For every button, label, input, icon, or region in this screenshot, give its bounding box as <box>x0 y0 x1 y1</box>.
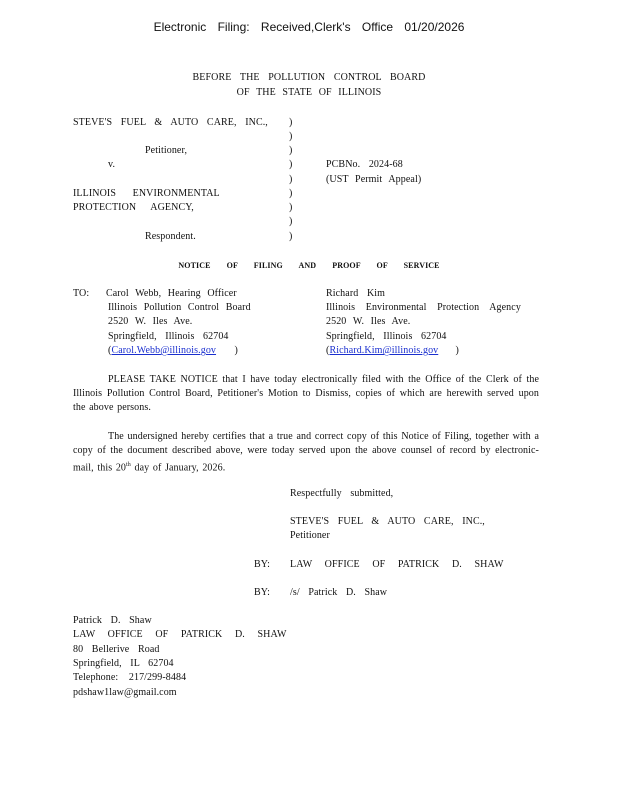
document-title: NOTICE OF FILING AND PROOF OF SERVICE <box>178 261 440 270</box>
recipient-right-city: Springfield, Illinois 62704 <box>326 331 447 342</box>
electronic-signature: /s/ Patrick D. Shaw <box>290 587 388 598</box>
caption-paren: ) <box>289 216 293 227</box>
petitioner-role: Petitioner, <box>145 145 188 156</box>
attorney-firm: LAW OFFICE OF PATRICK D. SHAW <box>73 629 287 640</box>
caption-paren: ) <box>289 117 293 128</box>
by-label: BY: <box>254 559 271 570</box>
respondent-role: Respondent. <box>145 231 196 242</box>
petitioner-name: STEVE'S FUEL & AUTO CARE, INC., <box>73 117 268 128</box>
to-label: TO: <box>73 288 90 299</box>
board-title-line2: OF THE STATE OF ILLINOIS <box>236 87 382 98</box>
paren-close: ) <box>234 345 238 356</box>
recipient-left-email-line <box>108 345 238 356</box>
notice-paragraph: PLEASE TAKE NOTICE that I have today electronically filed with the Office of the Clerk of the Illinois Pollution Control Board, Petitioner's Motion to Dismiss, copies of which are herewith served upon the above persons. <box>73 374 539 414</box>
caption-paren: ) <box>289 202 293 213</box>
case-number: PCBNo. 2024-68 <box>326 159 403 170</box>
recipient-left-org: Illinois Pollution Control Board <box>108 302 251 313</box>
attorney-name: Patrick D. Shaw <box>73 615 152 626</box>
case-type: (UST Permit Appeal) <box>326 174 422 185</box>
recipient-left-email-link[interactable]: Carol.Webb@illinois.gov <box>111 345 217 356</box>
certification-paragraph <box>73 430 539 476</box>
caption-paren: ) <box>289 188 293 199</box>
certification-text: The undersigned hereby certifies that a true and correct copy of this Notice of Filing, together with a copy of the document described above, were today served upon the above counsel of record by electronic-mail, this 20 <box>73 431 539 474</box>
attorney-street: 80 Bellerive Road <box>73 644 160 655</box>
by-label: BY: <box>254 587 271 598</box>
filing-stamp-header: Electronic Filing: Received,Clerk's Office 01/20/2026 <box>153 20 465 34</box>
recipient-right-name: Richard Kim <box>326 288 386 299</box>
signature-party-name: STEVE'S FUEL & AUTO CARE, INC., <box>290 516 485 527</box>
paren-open: ( <box>108 345 112 356</box>
attorney-email: pdshaw1law@gmail.com <box>73 687 177 698</box>
attorney-city: Springfield, IL 62704 <box>73 658 174 669</box>
signature-party-role: Petitioner <box>290 530 330 541</box>
recipient-left-street: 2520 W. Iles Ave. <box>108 316 193 327</box>
caption-paren: ) <box>289 131 293 142</box>
respondent-name-line1: ILLINOIS ENVIRONMENTAL <box>73 188 220 199</box>
versus-label: v. <box>108 159 116 170</box>
law-office-name: LAW OFFICE OF PATRICK D. SHAW <box>290 559 504 570</box>
respondent-name-line2: PROTECTION AGENCY, <box>73 202 194 213</box>
recipient-right-email-line <box>326 345 459 356</box>
paren-open: ( <box>326 345 330 356</box>
closing-line: Respectfully submitted, <box>290 488 394 499</box>
paren-close: ) <box>455 345 459 356</box>
recipient-left-name: Carol Webb, Hearing Officer <box>106 288 237 299</box>
caption-paren: ) <box>289 145 293 156</box>
caption-paren: ) <box>289 174 293 185</box>
attorney-phone: Telephone: 217/299-8484 <box>73 672 187 683</box>
recipient-left-city: Springfield, Illinois 62704 <box>108 331 229 342</box>
recipient-right-email-link[interactable]: Richard.Kim@illinois.gov <box>329 345 439 356</box>
caption-paren: ) <box>289 159 293 170</box>
recipient-right-org: Illinois Environmental Protection Agency <box>326 302 521 313</box>
board-title-line1: BEFORE THE POLLUTION CONTROL BOARD <box>192 72 426 83</box>
certification-date-text: day of January, 2026. <box>130 462 226 474</box>
recipient-right-street: 2520 W. Iles Ave. <box>326 316 411 327</box>
day-ordinal-suffix: th <box>126 462 131 469</box>
caption-paren: ) <box>289 231 293 242</box>
